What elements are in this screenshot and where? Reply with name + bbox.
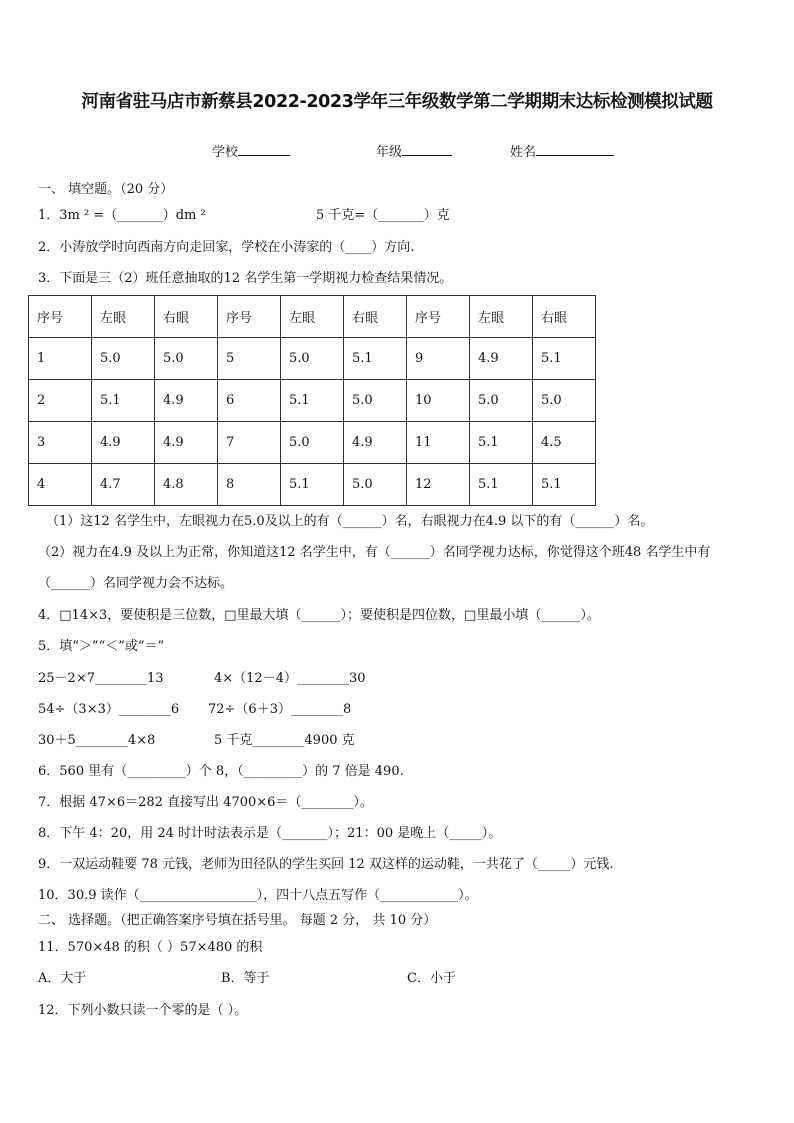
school-label: 学校 [212,145,239,160]
table-cell: 11 [407,422,470,464]
question-5-item-b: 4×（12－4）________30 [214,671,366,686]
question-11-option-a: A．大于 [38,971,87,986]
grade-field [376,141,452,160]
table-header-cell: 左眼 [92,296,155,338]
table-cell: 2 [29,380,92,422]
question-2: 2．小涛放学时向西南方向走回家，学校在小涛家的（____）方向. [38,240,415,255]
question-1-left: 1．3m ² =（_______）dm ² [38,208,206,223]
table-cell: 1 [29,338,92,380]
table-header-cell: 左眼 [281,296,344,338]
question-3-part-2a: （2）视力在4.9 及以上为正常，你知道这12 名学生中，有（______）名同学视力达标，你觉得这个班48 名学生中有 [38,545,711,560]
table-header-cell: 序号 [407,296,470,338]
question-9: 9．一双运动鞋要 78 元钱，老师为田径队的学生买回 12 双这样的运动鞋，一共花了（_____）元钱. [38,857,614,872]
table-cell: 5.1 [470,464,533,506]
table-cell: 5.0 [344,464,407,506]
table-cell: 4.5 [533,422,596,464]
table-header-cell: 序号 [29,296,92,338]
table-header-cell: 右眼 [344,296,407,338]
table-header-cell: 右眼 [533,296,596,338]
question-4: 4．□14×3，要使积是三位数，□里最大填（______）；要使积是四位数，□里最小填（______）。 [38,608,600,623]
section1-heading: 一、 填空题。（20 分） [38,182,174,197]
question-10: 10．30.9 读作（__________________），四十八点五写作（____________）。 [38,888,478,903]
table-cell: 4.9 [155,422,218,464]
question-5-item-d: 72÷（6＋3）________8 [208,702,352,717]
name-label: 姓名 [510,145,537,160]
school-field [212,141,290,160]
table-cell: 4.7 [92,464,155,506]
question-3: 3．下面是三（2）班任意抽取的12 名学生第一学期视力检查结果情况。 [38,271,453,286]
table-cell: 5.1 [92,380,155,422]
grade-blank[interactable] [402,142,452,156]
table-header-cell: 右眼 [155,296,218,338]
school-blank[interactable] [238,142,290,156]
question-11-option-c: C．小于 [407,971,456,986]
name-blank[interactable] [536,142,614,156]
table-row [29,422,596,464]
question-5-item-c: 54÷（3×3）________6 [38,702,180,717]
table-row [29,464,596,506]
table-cell: 9 [407,338,470,380]
question-8: 8．下午 4：20，用 24 时计时法表示是（_______）；21：00 是晚上（_____）。 [38,826,502,841]
table-cell: 5 [218,338,281,380]
question-5-item-a: 25－2×7________13 [38,671,164,686]
table-cell: 10 [407,380,470,422]
table-cell: 6 [218,380,281,422]
table-cell: 5.0 [533,380,596,422]
table-cell: 4.9 [155,380,218,422]
question-11-option-b: B．等于 [221,971,270,986]
table-cell: 4.9 [92,422,155,464]
question-3-part-1: （1）这12 名学生中，左眼视力在5.0及以上的有（______）名，右眼视力在4.9 以下的有（______）名。 [46,514,654,529]
table-header-cell: 序号 [218,296,281,338]
vision-table [28,295,596,506]
table-cell: 5.0 [92,338,155,380]
table-cell: 5.1 [533,338,596,380]
table-cell: 5.0 [155,338,218,380]
name-field [510,141,614,160]
table-header-row [29,296,596,338]
table-cell: 5.1 [533,464,596,506]
table-cell: 5.0 [344,380,407,422]
table-cell: 4.9 [470,338,533,380]
table-cell: 5.1 [281,464,344,506]
table-cell: 4.9 [344,422,407,464]
table-row [29,338,596,380]
grade-label: 年级 [376,145,403,160]
table-cell: 5.0 [470,380,533,422]
table-cell: 5.1 [344,338,407,380]
table-cell: 5.1 [281,380,344,422]
question-11: 11．570×48 的积（ ）57×480 的积 [38,940,263,955]
question-5-item-e: 30＋5________4×8 [38,733,156,748]
question-6: 6．560 里有（_________）个 8，（_________）的 7 倍是 490. [38,764,404,779]
table-cell: 3 [29,422,92,464]
section2-heading: 二、 选择题。（把正确答案序号填在括号里。 每题 2 分， 共 10 分） [38,913,437,928]
table-cell: 5.0 [281,422,344,464]
table-cell: 5.0 [281,338,344,380]
question-7: 7．根据 47×6＝282 直接写出 4700×6＝（________）。 [38,795,373,810]
question-12: 12．下列小数只读一个零的是（ ）。 [38,1003,248,1018]
table-cell: 7 [218,422,281,464]
question-1-right: 5 千克=（_______）克 [316,208,450,223]
exam-title: 河南省驻马店市新蔡县2022-2023学年三年级数学第二学期期末达标检测模拟试题 [81,92,713,112]
table-header-cell: 左眼 [470,296,533,338]
question-3-part-2b: （______）名同学视力会不达标。 [38,576,234,591]
table-cell: 5.1 [470,422,533,464]
table-row [29,380,596,422]
table-cell: 4.8 [155,464,218,506]
table-cell: 4 [29,464,92,506]
question-5: 5．填“＞”“＜”或“＝” [38,639,165,654]
table-cell: 12 [407,464,470,506]
question-5-item-f: 5 千克________4900 克 [214,733,355,748]
table-cell: 8 [218,464,281,506]
